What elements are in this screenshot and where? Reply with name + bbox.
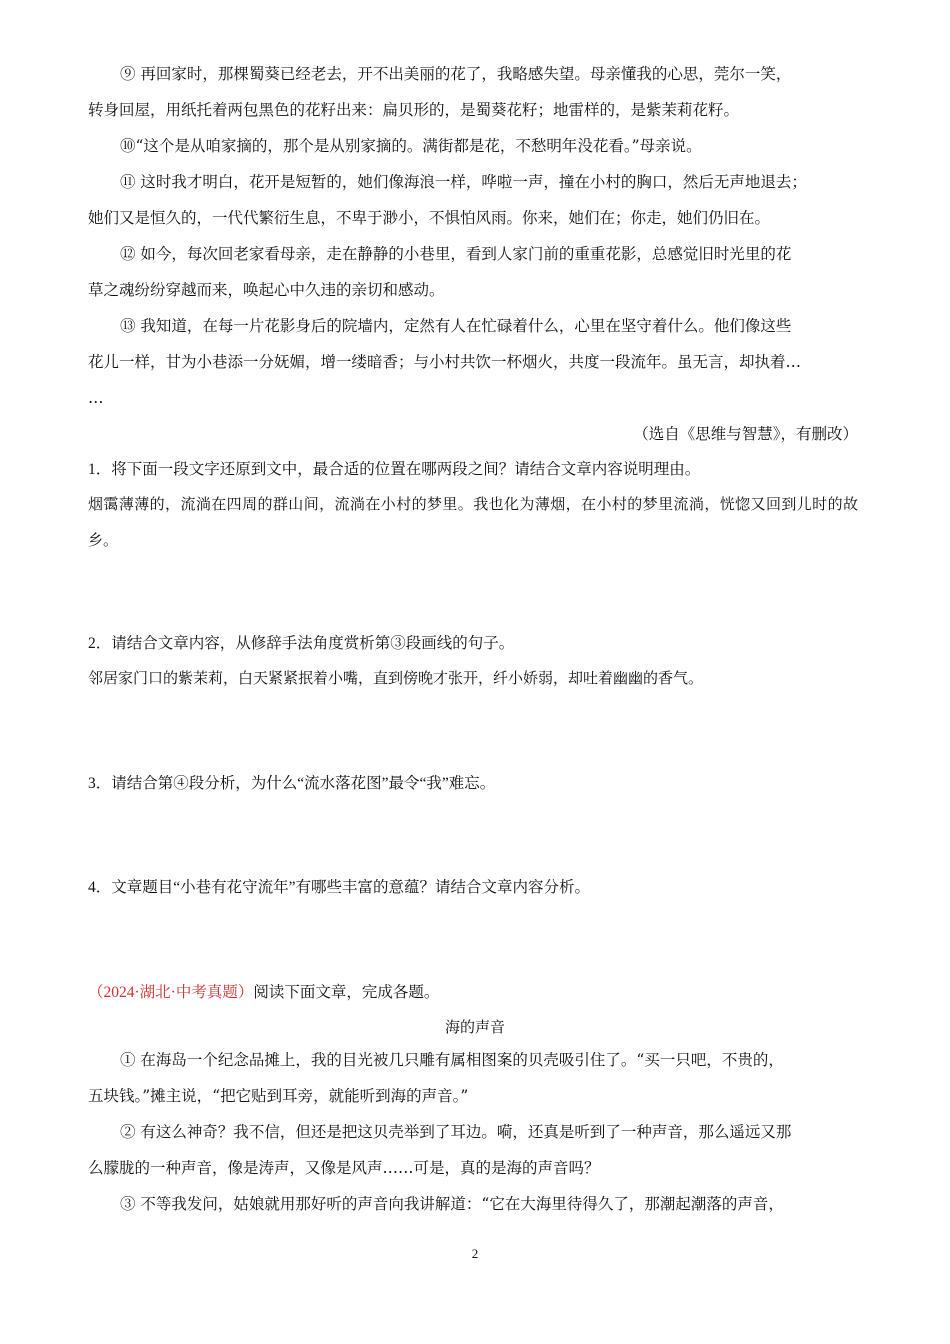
paragraph-11-line-1: ⑪ 这时我才明白，花开是短暂的，她们像海浪一样，哗啦一声，撞在小村的胸口，然后无声地退去； [120, 173, 807, 191]
question-4: 4．文章题目“小巷有花守流年”有哪些丰富的意蕴？请结合文章内容分析。 [88, 879, 591, 896]
page-number: 2 [471, 1246, 479, 1261]
exam-instruction: 阅读下面文章，完成各题。 [253, 984, 440, 1001]
article2-paragraph-2-line-2: 么朦胧的一种声音，像是涛声，又像是风声……可是，真的是海的声音吗？ [88, 1159, 600, 1177]
paragraph-13-line-3: … [88, 389, 104, 407]
exam-tag: （2024·湖北·中考真题） [88, 984, 254, 1001]
paragraph-13-line-1: ⑬ 我知道，在每一片花影身后的院墙内，定然有人在忙碌着什么，心里在坚守着什么。他们像这些 [120, 317, 792, 335]
paragraph-9-line-1: ⑨ 再回家时，那棵蜀葵已经老去，开不出美丽的花了，我略感失望。母亲懂我的心思，莞尔一笑， [120, 65, 792, 83]
paragraph-12-line-1: ⑫ 如今，每次回老家看母亲，走在静静的小巷里，看到人家门前的重重花影，总感觉旧时光里的花 [120, 245, 792, 263]
article2-paragraph-1-line-2: 五块钱。”摊主说，“把它贴到耳旁，就能听到海的声音。” [88, 1087, 469, 1105]
article-title: 海的声音 [444, 1018, 505, 1036]
paragraph-11-line-2: 她们又是恒久的，一代代繁衍生息，不卑于渺小，不惧怕风雨。你来，她们在；你走，她们仍旧在。 [88, 209, 771, 227]
source-citation: （选自《思维与智慧》，有删改） [633, 425, 858, 443]
article2-paragraph-3-line-1: ③ 不等我发问，姑娘就用那好听的声音向我讲解道：“它在大海里待得久了，那潮起潮落的声音， [120, 1195, 784, 1213]
article2-paragraph-1-line-1: ① 在海岛一个纪念品摊上，我的目光被几只雕有属相图案的贝壳吸引住了。“买一只吧，不贵的， [120, 1051, 784, 1069]
paragraph-9-line-2: 转身回屋，用纸托着两包黑色的花籽出来：扁贝形的，是蜀葵花籽；地雷样的，是紫茉莉花籽。 [88, 101, 740, 119]
question-2-quote: 邻居家门口的紫茉莉，白天紧紧抿着小嘴，直到傍晚才张开，纤小娇弱，却吐着幽幽的香气。 [88, 669, 704, 687]
question-3: 3．请结合第④段分析，为什么“流水落花图”最令“我”难忘。 [88, 775, 496, 792]
question-2: 2．请结合文章内容，从修辞手法角度赏析第③段画线的句子。 [88, 635, 515, 652]
article2-paragraph-2-line-1: ② 有这么神奇？我不信，但还是把这贝壳举到了耳边。嗬，还真是听到了一种声音，那么遥远又那 [120, 1123, 792, 1141]
question-1-quote: 烟霭薄薄的，流淌在四周的群山间，流淌在小村的梦里。我也化为薄烟，在小村的梦里流淌，恍惚又回到儿时的故乡。 [88, 495, 858, 549]
paragraph-10: ⑩“这个是从咱家摘的，那个是从别家摘的。满街都是花，不愁明年没花看。”母亲说。 [120, 137, 702, 155]
question-1: 1．将下面一段文字还原到文中，最合适的位置在哪两段之间？请结合文章内容说明理由。 [88, 461, 701, 478]
exam-intro [88, 981, 868, 1005]
paragraph-12-line-2: 草之魂纷纷穿越而来，唤起心中久违的亲切和感动。 [88, 281, 445, 299]
paragraph-13-line-2: 花儿一样，甘为小巷添一分妩媚，增一缕暗香；与小村共饮一杯烟火，共度一段流年。虽无言，却执着… [88, 353, 802, 371]
